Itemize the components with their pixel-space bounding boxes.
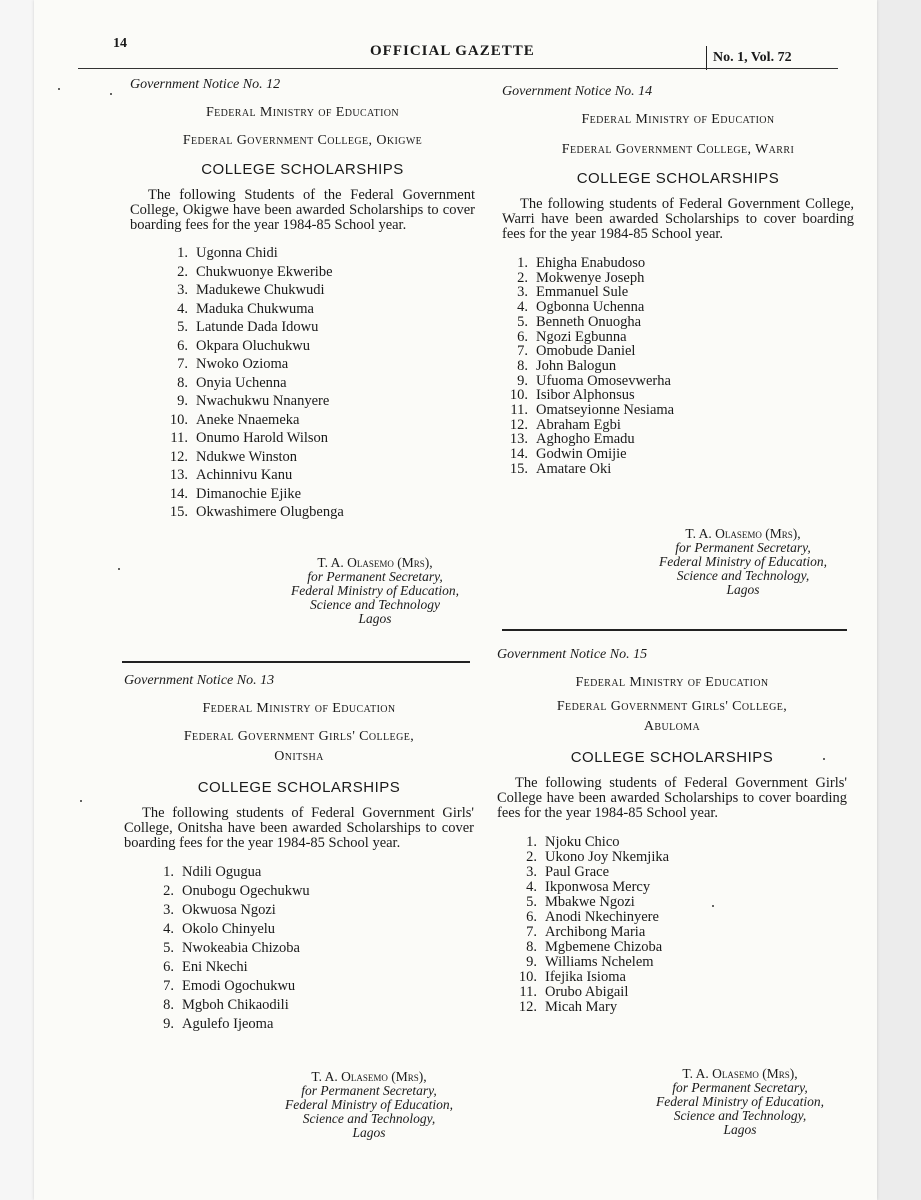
list-item: 8. John Balogun <box>517 357 617 374</box>
list-item: 1. Ugonna Chidi <box>177 245 278 261</box>
notice-paragraph: The following students of Federal Government Girls' College have been awarded Scholarships to cover boarding fees for the year 1984-85 School year. <box>497 775 847 821</box>
list-item: 3. Paul Grace <box>526 864 610 880</box>
scan-speck <box>110 93 112 95</box>
list-item: 11. Orubo Abigail <box>519 984 629 1000</box>
list-item: 4. Ikponwosa Mercy <box>526 879 651 895</box>
student-list <box>504 256 854 477</box>
student-list <box>150 863 474 1034</box>
list-item: 4. Ogbonna Uchenna <box>517 299 645 316</box>
scan-speck <box>80 800 82 802</box>
list-item: 4. Okolo Chinyelu <box>163 921 276 937</box>
signatory-line: for Permanent Secretary, <box>307 568 443 584</box>
scan-speck <box>712 905 714 907</box>
list-item: 2. Mokwenye Joseph <box>517 269 645 286</box>
section-heading: COLLEGE SCHOLARSHIPS <box>576 170 780 187</box>
header-rule <box>78 68 838 69</box>
scan-speck <box>58 88 60 90</box>
list-item: 6. Anodi Nkechinyere <box>526 909 659 925</box>
signature-block <box>260 556 490 626</box>
list-item: 12. Ndukwe Winston <box>169 448 298 465</box>
list-item: 1. Ehigha Enabudoso <box>517 255 646 271</box>
list-item: 10. Ifejika Isioma <box>518 969 626 985</box>
list-item: 9. Williams Nchelem <box>526 954 654 970</box>
ministry-name: Federal Ministry of Education <box>202 701 396 716</box>
list-item: 11. Omatseyionne Nesiama <box>510 402 675 419</box>
ministry-name: Federal Ministry of Education <box>575 675 769 690</box>
list-item: 13. Achinnivu Kanu <box>169 467 293 483</box>
signatory-line: Federal Ministry of Education, <box>285 1097 453 1112</box>
college-name: Federal Government College, Okigwe <box>182 133 423 148</box>
list-item: 13. Aghogho Emadu <box>509 431 635 448</box>
list-item: 3. Okwuosa Ngozi <box>163 902 276 918</box>
notice-15 <box>497 647 847 1137</box>
signatory-name: T. A. Olasemo (Mrs), <box>311 1069 427 1084</box>
signatory-name: T. A. Olasemo (Mrs), <box>685 525 801 541</box>
signature-block <box>628 527 858 597</box>
signatory-line: Federal Ministry of Education, <box>656 1094 824 1109</box>
signatory-line: Federal Ministry of Education, <box>659 553 827 569</box>
list-item: 12. Abraham Egbi <box>509 416 621 433</box>
gazette-title: OFFICIAL GAZETTE <box>370 43 535 59</box>
signatory-line: Lagos <box>723 1122 757 1137</box>
scan-speck <box>118 568 120 570</box>
list-item: 8. Mgbemene Chizoba <box>526 939 663 955</box>
notice-14 <box>502 84 854 597</box>
signatory-line: for Permanent Secretary, <box>675 539 811 555</box>
college-name: Federal Government Girls' College, Onitsha <box>183 729 415 764</box>
list-item: 12. Micah Mary <box>518 999 618 1015</box>
signatory-line: Lagos <box>358 610 392 626</box>
notice-label: Government Notice No. 15 <box>497 647 648 662</box>
volume-label: No. 1, Vol. 72 <box>706 46 792 70</box>
notice-label: Government Notice No. 13 <box>124 673 275 688</box>
list-item: 2. Ukono Joy Nkemjika <box>526 849 670 865</box>
list-item: 7. Omobude Daniel <box>517 343 636 360</box>
list-item: 5. Benneth Onuogha <box>517 313 642 330</box>
ministry-name: Federal Ministry of Education <box>581 112 775 127</box>
signatory-line: Science and Technology, <box>673 1108 807 1123</box>
list-item: 9. Nwachukwu Nnanyere <box>177 393 330 409</box>
student-list <box>164 244 475 522</box>
signatory-line: Lagos <box>352 1125 386 1140</box>
signatory-line: Science and Technology, <box>676 567 810 583</box>
college-name: Federal Government Girls' College, Abuloma <box>556 699 788 734</box>
list-item: 9. Ufuoma Omosevwerha <box>517 372 671 389</box>
list-item: 6. Ngozi Egbunna <box>517 328 627 345</box>
signatory-line: Lagos <box>726 581 760 597</box>
signatory-line: Science and Technology <box>310 596 440 612</box>
list-item: 10. Aneke Nnaemeka <box>169 411 300 428</box>
list-item: 8. Mgboh Chikaodili <box>163 997 289 1013</box>
notice-12 <box>130 77 475 626</box>
list-item: 7. Nwoko Ozioma <box>177 356 289 372</box>
notice-13 <box>124 673 474 1140</box>
list-item: 5. Latunde Dada Idowu <box>177 319 319 335</box>
section-divider <box>122 661 470 663</box>
list-item: 7. Emodi Ogochukwu <box>163 978 296 994</box>
list-item: 10. Isibor Alphonsus <box>509 387 635 404</box>
signature-block <box>254 1070 484 1140</box>
list-item: 6. Eni Nkechi <box>163 959 248 975</box>
signatory-line: Science and Technology, <box>302 1111 436 1126</box>
notice-label: Government Notice No. 14 <box>502 84 653 99</box>
signatory-name: T. A. Olasemo (Mrs), <box>317 554 433 570</box>
ministry-name: Federal Ministry of Education <box>205 105 400 120</box>
list-item: 9. Agulefo Ijeoma <box>163 1016 274 1032</box>
section-heading: COLLEGE SCHOLARSHIPS <box>197 779 401 796</box>
list-item: 11. Onumo Harold Wilson <box>170 430 329 446</box>
list-item: 6. Okpara Oluchukwu <box>177 337 310 354</box>
list-item: 1. Ndili Ogugua <box>163 864 262 880</box>
list-item: 2. Onubogu Ogechukwu <box>163 883 310 899</box>
section-heading: COLLEGE SCHOLARSHIPS <box>570 749 774 766</box>
list-item: 3. Emmanuel Sule <box>517 284 629 301</box>
right-margin <box>877 0 921 1200</box>
list-item: 14. Godwin Omijie <box>509 446 627 463</box>
notice-paragraph: The following Students of the Federal Government College, Okigwe have been awarded Scholarships to cover boarding fees for the year 1984-85 School year. <box>130 187 475 233</box>
scan-speck <box>823 758 825 760</box>
list-item: 5. Nwokeabia Chizoba <box>163 940 300 956</box>
section-divider <box>502 629 847 631</box>
signature-block <box>625 1067 855 1137</box>
list-item: 4. Maduka Chukwuma <box>177 300 314 317</box>
list-item: 2. Chukwuonye Ekweribe <box>177 263 333 280</box>
college-name: Federal Government College, Warri <box>561 142 795 157</box>
section-heading: COLLEGE SCHOLARSHIPS <box>201 161 404 178</box>
page-number: 14 <box>113 36 127 51</box>
student-list <box>513 835 847 1015</box>
list-item: 1. Njoku Chico <box>526 834 620 850</box>
signatory-name: T. A. Olasemo (Mrs), <box>682 1066 798 1081</box>
notice-label: Government Notice No. 12 <box>130 77 281 92</box>
list-item: 15. Okwashimere Olugbenga <box>169 504 344 520</box>
list-item: 5. Mbakwe Ngozi <box>526 894 635 910</box>
list-item: 3. Madukewe Chukwudi <box>177 282 325 298</box>
list-item: 7. Archibong Maria <box>526 924 646 940</box>
list-item: 15. Amatare Oki <box>509 460 612 477</box>
signatory-line: for Permanent Secretary, <box>672 1080 808 1095</box>
list-item: 14. Dimanochie Ejike <box>169 485 302 502</box>
signatory-line: Federal Ministry of Education, <box>291 582 459 598</box>
notice-paragraph: The following students of Federal Government Girls' College, Onitsha have been awarded Scholarships to cover boarding fees for the year 1984-85 School year. <box>124 805 474 851</box>
left-margin <box>0 0 34 1200</box>
list-item: 8. Onyia Uchenna <box>177 374 287 391</box>
signatory-line: for Permanent Secretary, <box>301 1083 437 1098</box>
notice-paragraph: The following students of Federal Government College, Warri have been awarded Scholarships to cover boarding fees for the year 1984-85 School year. <box>502 196 854 242</box>
